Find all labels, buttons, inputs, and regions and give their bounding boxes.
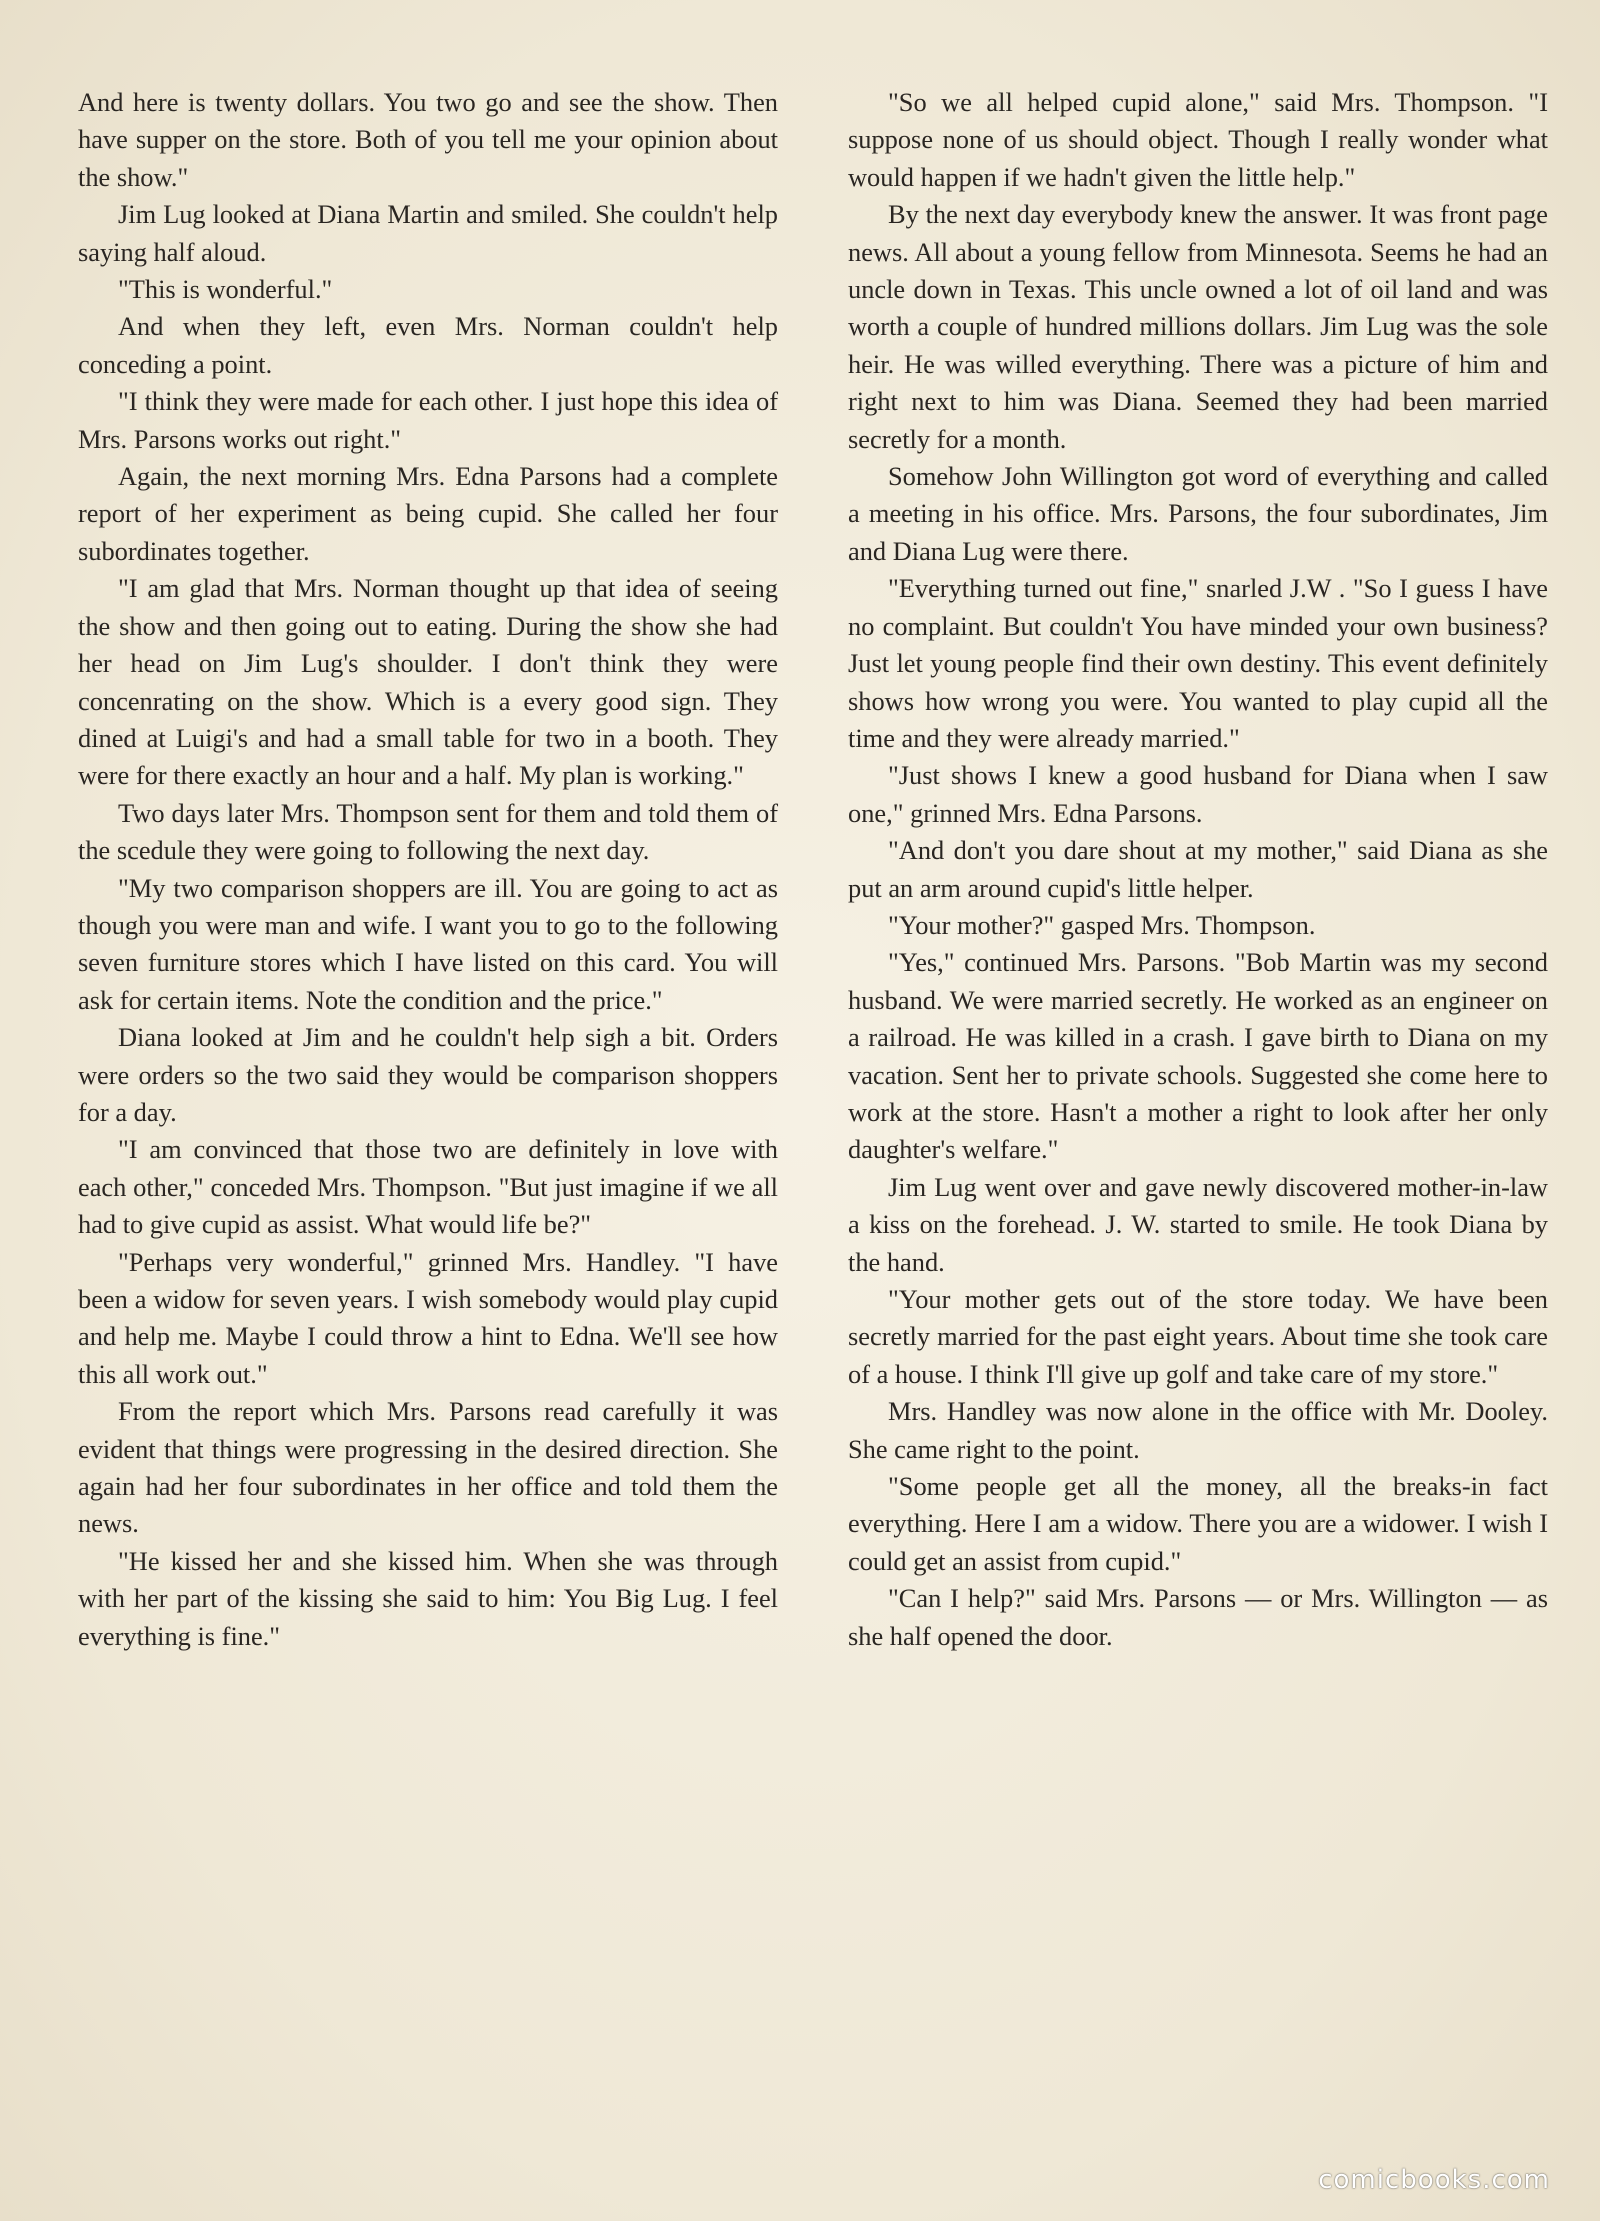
paragraph: "And don't you dare shout at my mother," said Diana as she put an arm around cupid's little helper. — [848, 835, 1548, 903]
paragraph: "I am glad that Mrs. Norman thought up that idea of seeing the show and then going out to eating. During the show she had her head on Jim Lug's shoulder. I don't think they were concenrating on the show. Which is a every good sign. They dined at Luigi's and had a small table for two in a booth. They were for there exactly an hour and a half. My plan is working." — [78, 573, 778, 791]
paragraph: "My two comparison shoppers are ill. You are going to act as though you were man and wife. I want you to go to the following seven furniture stores which I have listed on this card. You will ask for certain items. Note the condition and the price." — [78, 872, 778, 1015]
paragraph: "Your mother gets out of the store today. We have been secretly married for the past eight years. About time she took care of a house. I think I'll give up golf and take care of my store." — [848, 1284, 1548, 1389]
paragraph: "Just shows I knew a good husband for Diana when I saw one," grinned Mrs. Edna Parsons. — [848, 760, 1548, 828]
paragraph: Jim Lug looked at Diana Martin and smiled. She couldn't help saying half aloud. — [78, 199, 778, 267]
paragraph: "I think they were made for each other. I just hope this idea of Mrs. Parsons works out right." — [78, 386, 778, 454]
paragraph: "This is wonderful." — [118, 274, 333, 305]
paragraph: Two days later Mrs. Thompson sent for them and told them of the scedule they were going to following the next day. — [78, 797, 778, 866]
watermark: comicbooks.com — [1318, 2165, 1550, 2195]
paragraph: "Yes," continued Mrs. Parsons. "Bob Martin was my second husband. We were married secretly. He worked as an engineer on a railroad. He was killed in a crash. I gave birth to Diana on my vacation. Sent her to private schools. Suggested she come here to work at the store. Hasn't a mother a right to look after her only daughter's welfare." — [848, 947, 1548, 1165]
paragraph: And here is twenty dollars. You two go and see the show. Then have supper on the store. Both of you tell me your opinion about the show." — [78, 87, 778, 192]
left-text-column — [78, 84, 778, 1655]
paragraph: Again, the next morning Mrs. Edna Parsons had a complete report of her experiment as being cupid. She called her four subordinates together. — [78, 461, 778, 566]
paragraph: Mrs. Handley was now alone in the office with Mr. Dooley. She came right to the point. — [848, 1396, 1548, 1464]
paragraph: And when they left, even Mrs. Norman couldn't help conceding a point. — [78, 311, 778, 379]
paragraph: Somehow John Willington got word of everything and called a meeting in his office. Mrs. Parsons, the four subordinates, Jim and Diana Lug were there. — [848, 461, 1548, 566]
right-text-column — [848, 84, 1548, 1655]
paragraph: "So we all helped cupid alone," said Mrs. Thompson. "I suppose none of us should object. Though I really wonder what would happen if we hadn't given the little help." — [848, 87, 1548, 192]
paragraph: "Perhaps very wonderful," grinned Mrs. Handley. "I have been a widow for seven years. I wish somebody would play cupid and help me. Maybe I could throw a hint to Edna. We'll see how this all work out." — [78, 1246, 778, 1389]
paragraph: "Your mother?" gasped Mrs. Thompson. — [888, 909, 1316, 940]
paragraph: "I am convinced that those two are definitely in love with each other," conceded Mrs. Thompson. "But just imagine if we all had to give cupid as assist. What would life be?" — [78, 1134, 778, 1240]
paragraph: Jim Lug went over and gave newly discovered mother-in-law a kiss on the forehead. J. W. started to smile. He took Diana by the hand. — [848, 1171, 1548, 1277]
paragraph: "Everything turned out fine," snarled J.W . "So I guess I have no complaint. But couldn't You have minded your own business? Just let young people find their own destiny. This event definitely shows how wrong you were. You wanted to play cupid all the time and they were already married." — [848, 573, 1548, 753]
paragraph: "Can I help?" said Mrs. Parsons — or Mrs. Willington — as she half opened the door. — [848, 1583, 1548, 1651]
paragraph: By the next day everybody knew the answer. It was front page news. All about a young fellow from Minnesota. Seems he had an uncle down in Texas. This uncle owned a lot of oil land and was worth a couple of hundred millions dollars. Jim Lug was the sole heir. He was willed everything. There was a picture of him and right next to him was Diana. Seemed they had been married secretly for a month. — [848, 199, 1548, 454]
paragraph: From the report which Mrs. Parsons read carefully it was evident that things were progressing in the desired direction. She again had her four subordinates in her office and told them the news. — [78, 1396, 778, 1539]
paragraph: "He kissed her and she kissed him. When she was through with her part of the kissing she said to him: You Big Lug. I feel everything is fine." — [78, 1545, 778, 1651]
paragraph: "Some people get all the money, all the breaks-in fact everything. Here I am a widow. There you are a widower. I wish I could get an assist from cupid." — [848, 1471, 1548, 1576]
paragraph: Diana looked at Jim and he couldn't help sigh a bit. Orders were orders so the two said they would be comparison shoppers for a day. — [78, 1022, 778, 1127]
